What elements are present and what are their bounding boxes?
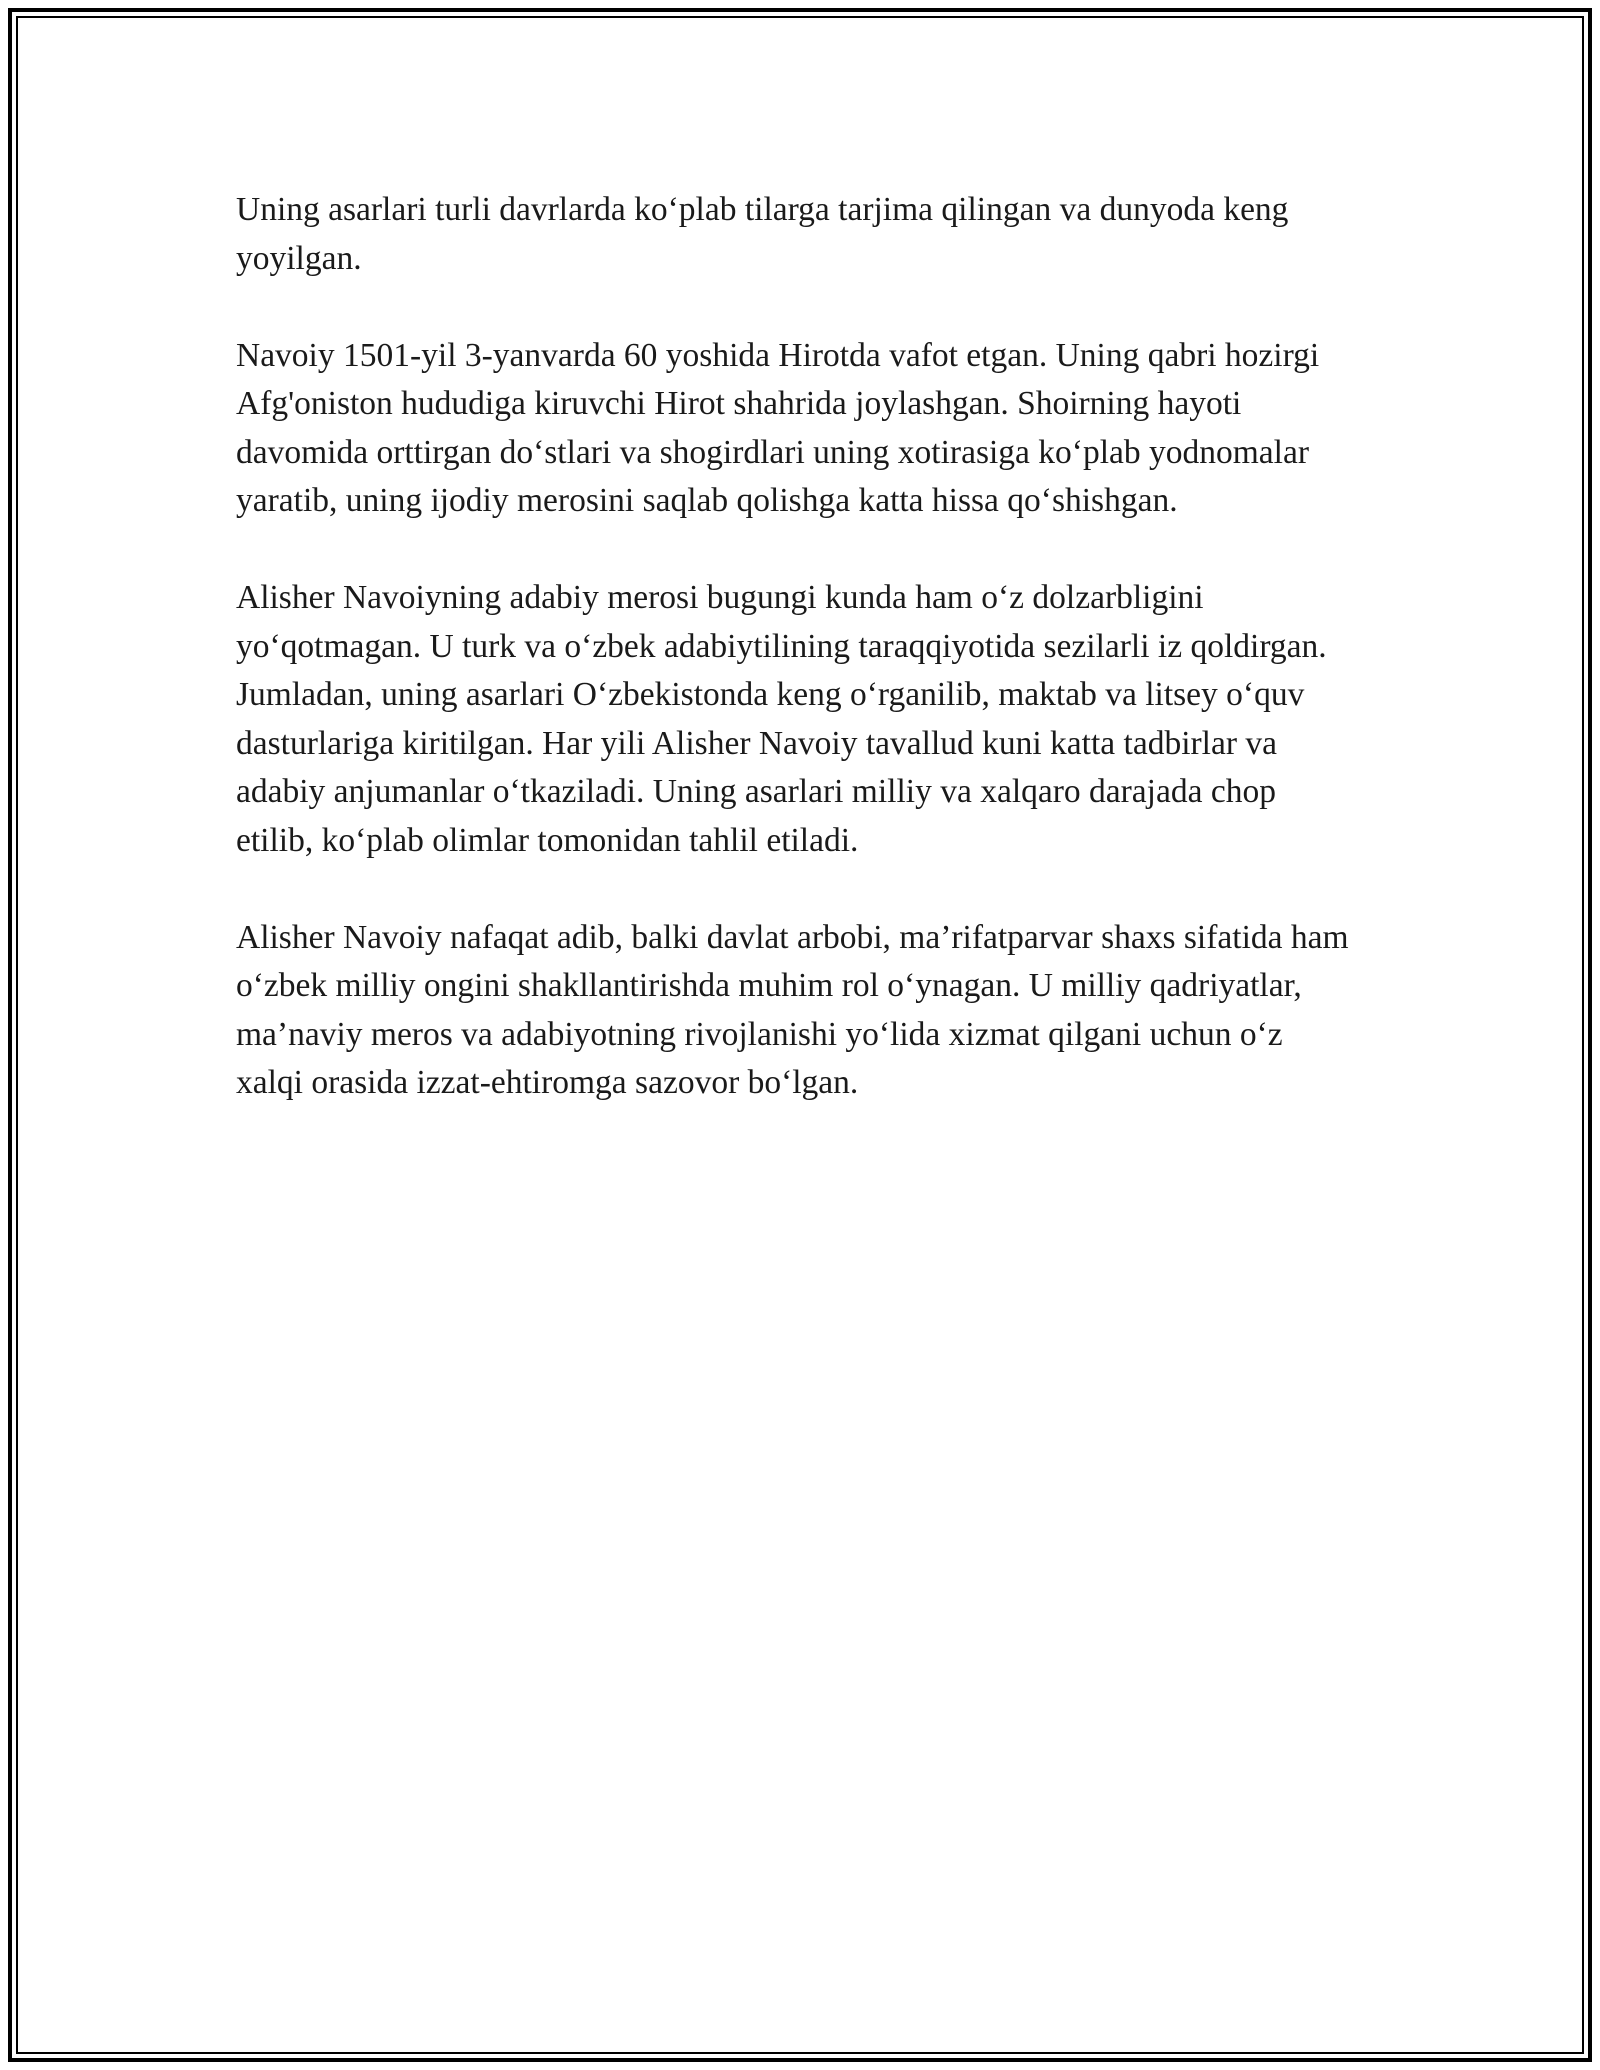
paragraph-1: Uning asarlari turli davrlarda ko‘plab tilarga tarjima qilingan va dunyoda keng yoyilgan. <box>236 191 1289 277</box>
paragraph-2: Navoiy 1501-yil 3-yanvarda 60 yoshida Hirotda vafot etgan. Uning qabri hozirgi Afg'oniston hududiga kiruvchi Hirot shahrida joylashgan. Shoirning hayoti davomida orttirgan do‘stlari va shogirdlari uning xotirasiga ko‘plab yodnomalar yaratib, uning ijodiy merosini saqlab qolishga katta hissa qo‘shishgan. <box>236 336 1320 519</box>
document-body <box>236 186 1356 1156</box>
paragraph-4: Alisher Navoiy nafaqat adib, balki davlat arbobi, ma’rifatparvar shaxs sifatida ham o‘zbek milliy ongini shakllantirishda muhim rol o‘ynagan. U milliy qadriyatlar, ma’naviy meros va adabiyotning rivojlanishi yo‘lida xizmat qilgani uchun o‘z xalqi orasida izzat-ehtiromga sazovor bo‘lgan. <box>236 918 1349 1101</box>
paragraph-3: Alisher Navoiyning adabiy merosi bugungi kunda ham o‘z dolzarbligini yo‘qotmagan. U turk va o‘zbek adabiytilining taraqqiyotida sezilarli iz qoldirgan. Jumladan, uning asarlari O‘zbekistonda keng o‘rganilib, maktab va litsey o‘quv dasturlariga kiritilgan. Har yili Alisher Navoiy tavallud kuni katta tadbirlar va adabiy anjumanlar o‘tkaziladi. Uning asarlari milliy va xalqaro darajada chop etilib, ko‘plab olimlar tomonidan tahlil etiladi. <box>236 579 1327 859</box>
